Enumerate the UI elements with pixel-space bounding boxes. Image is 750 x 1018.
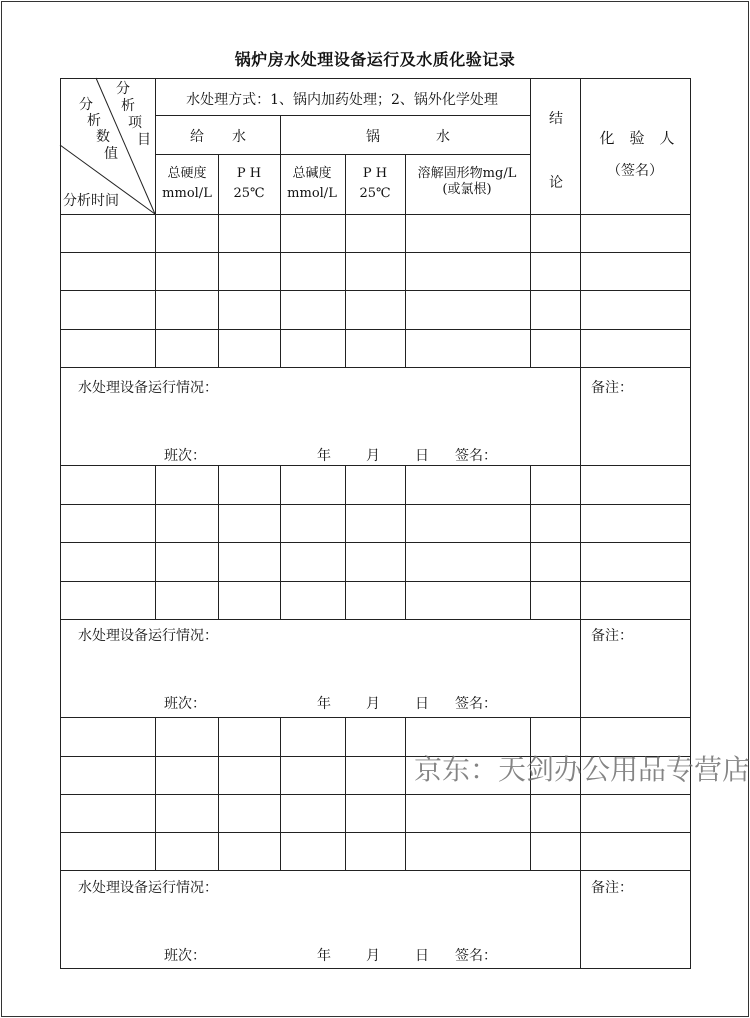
form-title: 锅炉房水处理设备运行及水质化验记录 — [234, 50, 516, 69]
corner-item-char: 分 — [116, 81, 130, 97]
corner-item-char: 项 — [128, 115, 142, 131]
remark-label: 备注： — [591, 628, 633, 644]
boiler-water-header: 锅 水 — [366, 129, 450, 145]
remark-label: 备注： — [591, 380, 633, 396]
remark-label: 备注： — [591, 880, 633, 896]
month-label: 月 — [366, 448, 380, 464]
shift-label: 班次： — [164, 696, 206, 712]
feed-water-header: 给 水 — [190, 129, 246, 145]
corner-value-char: 分 — [79, 97, 93, 113]
col-ph-boiler-temp: 25℃ — [359, 186, 391, 201]
watermark: 京东：天剑办公用品专营店 — [414, 753, 750, 786]
col-dissolved-solids-alt: (或氯根) — [442, 182, 492, 197]
col-ph-feed: P H — [236, 166, 262, 181]
col-total-alkalinity-unit: mmol/L — [287, 186, 337, 201]
day-label: 日 — [415, 696, 429, 712]
conclusion-header-top: 结 — [549, 111, 563, 127]
month-label: 月 — [366, 948, 380, 964]
sign-label: 签名： — [455, 948, 497, 964]
sign-label: 签名： — [455, 696, 497, 712]
col-ph-boiler: P H — [362, 166, 388, 181]
col-total-alkalinity: 总碱度 — [292, 166, 332, 181]
corner-value-char: 值 — [104, 146, 118, 162]
corner-value-char: 析 — [87, 113, 101, 129]
corner-item-char: 析 — [121, 98, 135, 114]
day-label: 日 — [415, 448, 429, 464]
analysis-time-label: 分析时间 — [63, 193, 119, 209]
col-total-hardness-unit: mmol/L — [162, 186, 212, 201]
year-label: 年 — [317, 696, 331, 712]
conclusion-header-bottom: 论 — [549, 175, 563, 191]
operation-status-label: 水处理设备运行情况： — [78, 628, 218, 644]
corner-item-char: 目 — [137, 132, 151, 148]
shift-label: 班次： — [164, 448, 206, 464]
col-dissolved-solids: 溶解固形物mg/L — [417, 166, 517, 181]
col-total-hardness: 总硬度 — [167, 166, 207, 181]
operation-status-label: 水处理设备运行情况： — [78, 880, 218, 896]
shift-label: 班次： — [164, 948, 206, 964]
corner-value-char: 数 — [96, 129, 110, 145]
year-label: 年 — [317, 948, 331, 964]
operation-status-label: 水处理设备运行情况： — [78, 380, 218, 396]
tester-header: 化 验 人 — [599, 129, 675, 147]
year-label: 年 — [317, 448, 331, 464]
col-ph-feed-temp: 25℃ — [233, 186, 265, 201]
tester-sign-header: （签名） — [607, 163, 663, 179]
month-label: 月 — [366, 696, 380, 712]
treatment-method: 水处理方式：1、锅内加药处理；2、锅外化学处理 — [186, 92, 498, 108]
day-label: 日 — [415, 948, 429, 964]
sign-label: 签名： — [455, 448, 497, 464]
